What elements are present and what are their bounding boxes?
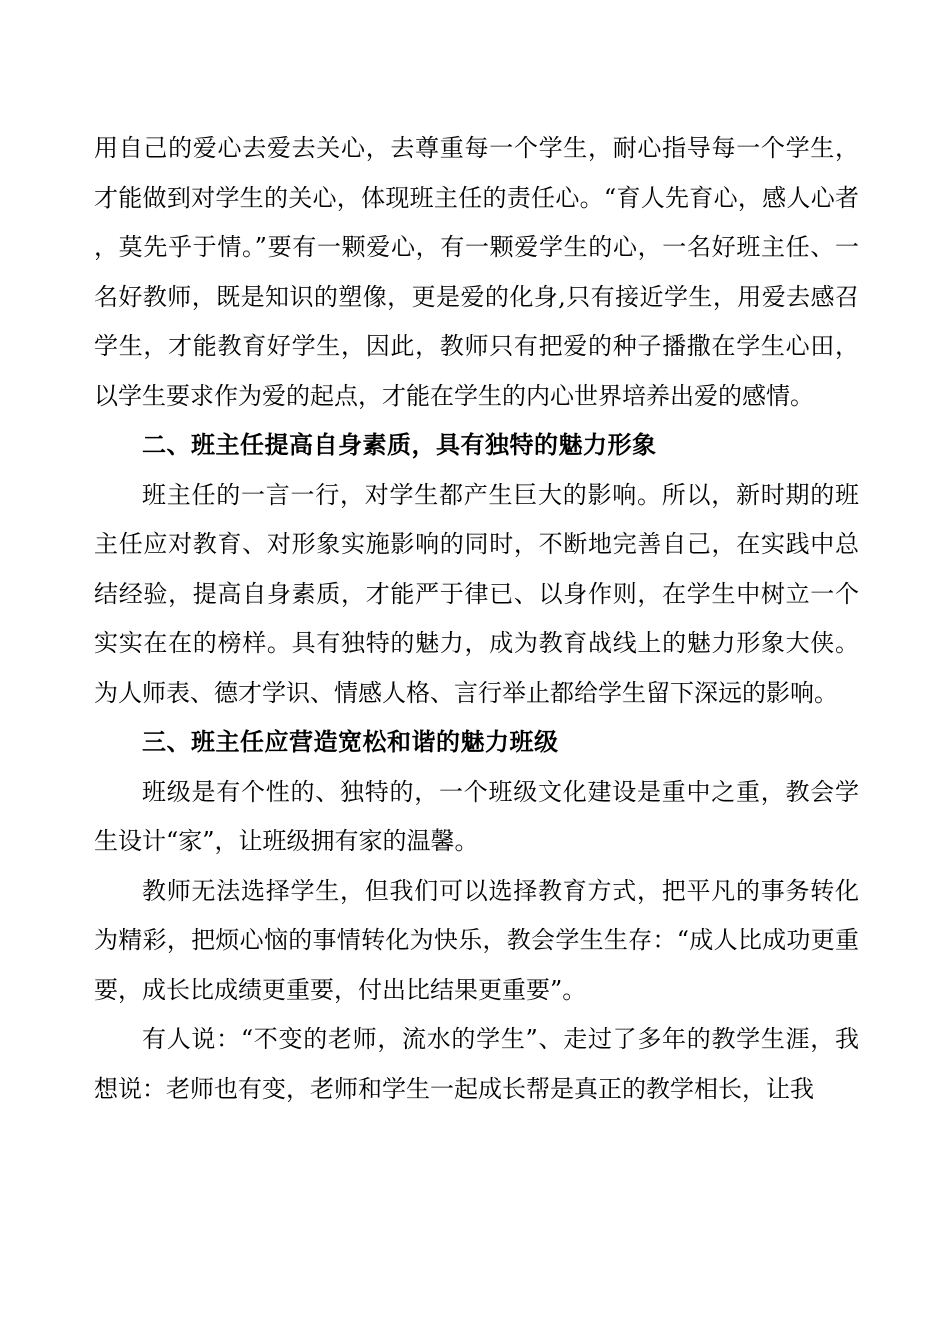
section-heading-2: 二、班主任提高自身素质，具有独特的魅力形象 <box>142 431 657 459</box>
section-heading-3: 三、班主任应营造宽松和谐的魅力班级 <box>142 728 559 756</box>
document-body <box>94 124 859 1114</box>
paragraph-teaching-method: 教师无法选择学生，但我们可以选择教育方式，把平凡的事务转化为精彩，把烦心恼的事情转化为快乐，教会学生生存：“成人比成功更重要，成长比成绩更重要，付出比结果更重要”。 <box>94 876 859 1004</box>
paragraph-class-culture: 班级是有个性的、独特的，一个班级文化建设是重中之重，教会学生设计“家”，让班级拥有家的温馨。 <box>94 777 859 855</box>
paragraph-section-2: 班主任的一言一行，对学生都产生巨大的影响。所以，新时期的班主任应对教育、对形象实施影响的同时，不断地完善自己，在实践中总结经验，提高自身素质，才能严于律已、以身作则，在学生中树立一个实实在在的榜样。具有独特的魅力，成为教育战线上的魅力形象大侠。为人师表、德才学识、情感人格、言行举止都给学生留下深远的影响。 <box>94 480 859 707</box>
paragraph-growth: 有人说：“不变的老师，流水的学生”、走过了多年的教学生涯，我想说：老师也有变，老师和学生一起成长帮是真正的教学相长，让我 <box>94 1025 859 1103</box>
paragraph-continued: 用自己的爱心去爱去关心，去尊重每一个学生，耐心指导每一个学生，才能做到对学生的关心，体现班主任的责任心。“育人先育心，感人心者，莫先乎于情。”要有一颗爱心，有一颗爱学生的心，一名好班主任、一名好教师，既是知识的塑像，更是爱的化身,只有接近学生，用爱去感召学生，才能教育好学生，因此，教师只有把爱的种子播撒在学生心田，以学生要求作为爱的起点，才能在学生的内心世界培养出爱的感情。 <box>94 134 859 410</box>
